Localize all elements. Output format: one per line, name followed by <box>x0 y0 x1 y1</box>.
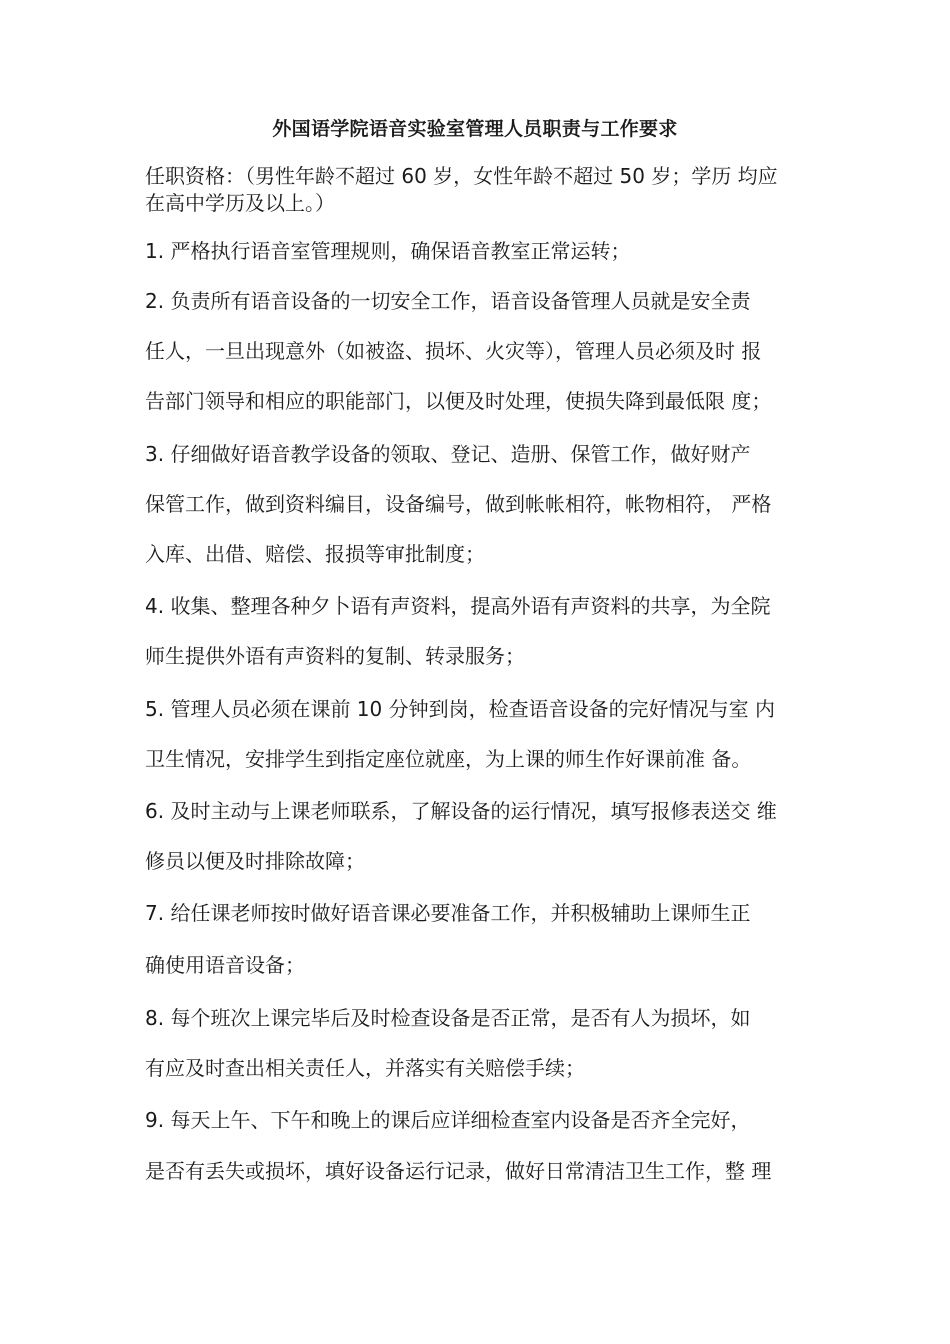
item-4-line-1: 4. 收集、整理各种夕卜语有声资料，提高外语有声资料的共享，为全院 <box>145 594 771 618</box>
item-1-line-1: 1. 严格执行语音室管理规则，确保语音教室正常运转； <box>145 239 631 263</box>
qualification-line-2: 在高中学历及以上。） <box>145 191 335 215</box>
item-9-line-1: 9. 每天上午、下午和晚上的课后应详细检查室内设备是否齐全完好， <box>145 1108 751 1132</box>
item-3-line-1: 3. 仔细做好语音教学设备的领取、登记、造册、保管工作，做好财产 <box>145 442 751 466</box>
item-8-line-1: 8. 每个班次上课完毕后及时检查设备是否正常，是否有人为损坏，如 <box>145 1006 751 1030</box>
item-5-line-1: 5. 管理人员必须在课前 10 分钟到岗，检查语音设备的完好情况与室 内 <box>145 697 775 721</box>
item-2-line-1: 2. 负责所有语音设备的一切安全工作，语音设备管理人员就是安全责 <box>145 289 751 313</box>
item-4-line-2: 师生提供外语有声资料的复制、转录服务； <box>145 644 525 668</box>
item-5-line-2: 卫生情况，安排学生到指定座位就座，为上课的师生作好课前准 备。 <box>145 747 752 771</box>
qualification-line-1: 任职资格：（男性年龄不超过 60 岁，女性年龄不超过 50 岁；学历 均应 <box>145 164 778 188</box>
item-7-line-2: 确使用语音设备； <box>145 953 305 977</box>
item-3-line-3: 入库、出借、赔偿、报损等审批制度； <box>145 542 485 566</box>
item-6-line-1: 6. 及时主动与上课老师联系，了解设备的运行情况，填写报修表送交 维 <box>145 799 777 823</box>
item-7-line-1: 7. 给任课老师按时做好语音课必要准备工作，并积极辅助上课师生正 <box>145 901 751 925</box>
item-6-line-2: 修员以便及时排除故障； <box>145 849 365 873</box>
item-2-line-2: 任人，一旦出现意外（如被盗、损坏、火灾等），管理人员必须及时 报 <box>145 339 762 363</box>
item-8-line-2: 有应及时查出相关责任人，并落实有关赔偿手续； <box>145 1056 585 1080</box>
item-3-line-2: 保管工作，做到资料编目，设备编号，做到帐帐相符，帐物相符， 严格 <box>145 492 772 516</box>
item-2-line-3: 告部门领导和相应的职能部门，以便及时处理，使损失降到最低限 度； <box>145 389 772 413</box>
document-title: 外国语学院语音实验室管理人员职责与工作要求 <box>272 118 678 140</box>
item-9-line-2: 是否有丢失或损坏，填好设备运行记录，做好日常清洁卫生工作，整 理 <box>145 1159 772 1183</box>
